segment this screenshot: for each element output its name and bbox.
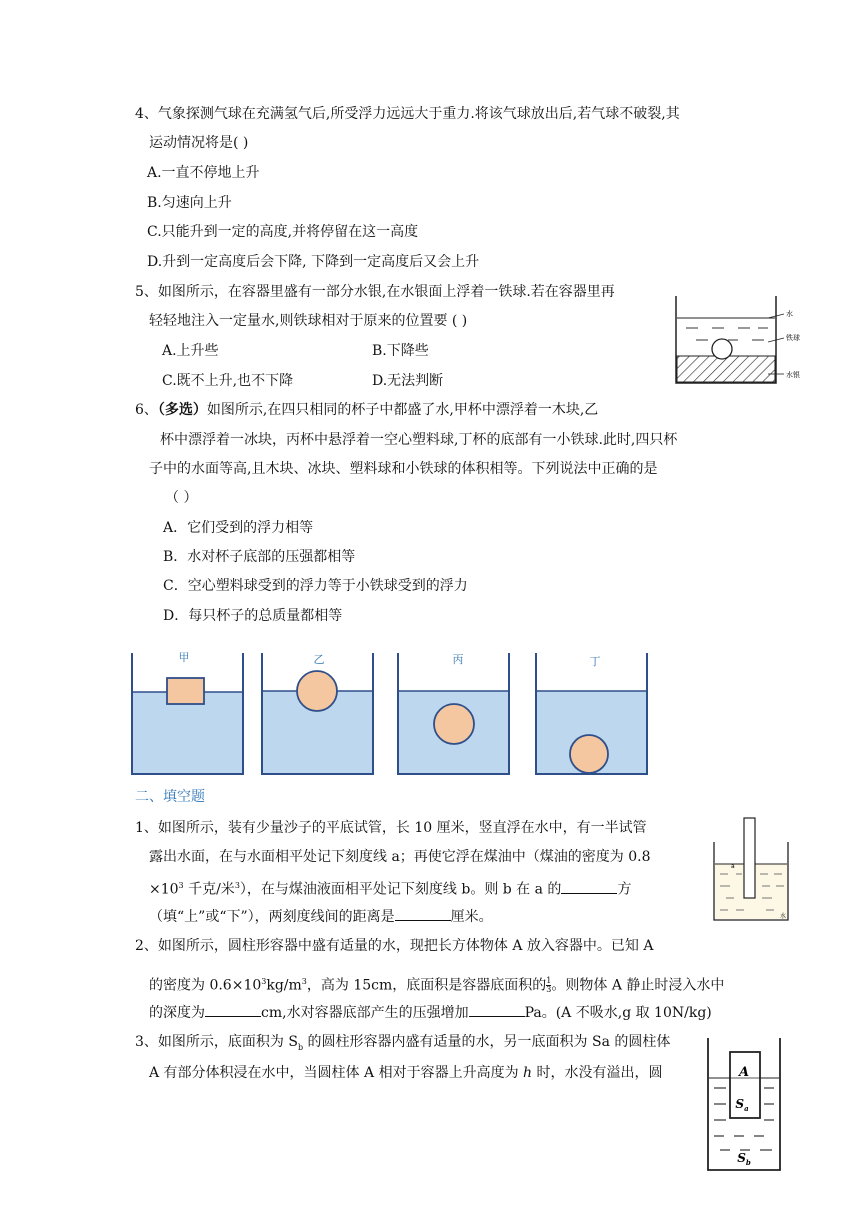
f1-line4: （填“上”或“下”），两刻度线间的距离是 厘米。 (149, 906, 493, 927)
f1-test-tube (744, 818, 755, 898)
f3-figure (700, 1034, 790, 1176)
wood-block (167, 678, 204, 704)
cup-yi-label: 乙 (313, 653, 325, 666)
cup-ding-label: 丁 (589, 655, 601, 668)
f3-line2: A 有部分体积浸在水中，当圆柱体 A 相对于容器上升高度为 h 时，水没有溢出，圆 (149, 1065, 663, 1081)
q6-option-c: C．空心塑料球受到的浮力等于小铁球受到的浮力 (163, 578, 468, 594)
f2-line1: 2、如图所示，圆柱形容器中盛有适量的水，现把长方体物体 A 放入容器中。已知 A (135, 938, 654, 954)
q5-label-mercury: 水银 (786, 371, 800, 379)
q4-option-b: B.匀速向上升 (147, 195, 232, 211)
iron-ball (570, 735, 608, 773)
q4-option-a: A.一直不停地上升 (147, 165, 260, 181)
q5-option-d: D.无法判断 (372, 373, 444, 389)
q6-multi-tag: （多选） (157, 402, 207, 418)
q5-option-a: A.上升些 (162, 343, 219, 359)
f1-line3: $\times 10^3$ 千克/米$^3$），在与煤油液面相平处记下刻度线 b。则 b 在 a 的 方 (149, 876, 631, 900)
q5-option-c: C.既不上升,也不下降 (162, 373, 294, 389)
q6-line1 (135, 400, 598, 420)
f2-blank-2[interactable] (469, 1002, 525, 1017)
q6-option-d: D．每只杯子的总质量都相等 (163, 608, 343, 624)
q6-number: 6、 (135, 402, 158, 418)
q6-line3: 子中的水面等高,且木块、冰块、塑料球和小铁球的体积相等。下列说法中正确的是 (149, 461, 658, 477)
q4-option-c: C.只能升到一定的高度,并将停留在这一高度 (147, 224, 419, 240)
q5-mercury (677, 356, 775, 382)
q5-iron-ball (712, 339, 732, 359)
cup-jia-label: 甲 (178, 651, 190, 664)
ice-block (297, 671, 337, 711)
q5-label-ball: 铁球 (786, 334, 800, 342)
f1-line2: 露出水面，在与水面相平处记下刻度线 a；再使它浮在煤油中（煤油的密度为 0.8 (149, 849, 651, 865)
f3-line1: 3、如图所示，底面积为 $S_b$ 的圆柱形容器内盛有适量的水，另一底面积为 Sa 的圆柱体 (135, 1034, 671, 1052)
q5-option-b: B.下降些 (372, 343, 429, 359)
plastic-ball (434, 704, 474, 744)
f2-blank-1[interactable] (205, 1002, 261, 1017)
f3-label-sa: $S_a$ (735, 1097, 749, 1113)
f1-figure (706, 812, 794, 932)
q6-option-b: B．水对杯子底部的压强都相等 (163, 549, 356, 565)
q5-line2: 轻轻地注入一定量水,则铁球相对于原来的位置要 ( ) (149, 313, 468, 329)
q6-line2: 杯中漂浮着一冰块，丙杯中悬浮着一空心塑料球,丁杯的底部有一小铁球.此时,四只杯 (160, 432, 678, 448)
q6-option-a: A．它们受到的浮力相等 (163, 520, 314, 536)
f1-label-water: 水 (780, 913, 787, 920)
f1-blank-2[interactable] (395, 906, 451, 921)
fraction-one-third: $\frac{1}{3}$ (546, 976, 552, 995)
q4-line1: 4、气象探测气球在充满氢气后,所受浮力远远大于重力.将该气球放出后,若气球不破裂,其 (135, 106, 680, 122)
q6-line1-text: 如图所示,在四只相同的杯子中都盛了水,甲杯中漂浮着一木块,乙 (206, 402, 599, 418)
f1-label-a: a (731, 863, 735, 870)
q4-line2: 运动情况将是( ) (149, 135, 249, 151)
f1-line1: 1、如图所示，装有少量沙子的平底试管，长 10 厘米，竖直浮在水中，有一半试管 (135, 820, 647, 836)
f2-line3: 的深度为 cm,水对容器底部产生的压强增加 Pa。(A 不吸水,g 取 10N/kg) (149, 1002, 712, 1023)
f2-line2: 的密度为 $0.6\times 10^3kg/m^3$，高为 15cm，底面积是容器底面积的 $\frac{1}{3}$ 。则物体 A 静止时浸入水中 (149, 976, 725, 995)
f3-label-sb: $S_b$ (737, 1151, 751, 1167)
q6-line4: （ ） (165, 490, 198, 506)
q5-figure (668, 288, 818, 388)
q5-label-water: 水 (786, 310, 793, 318)
q5-line1: 5、如图所示，在容器里盛有一部分水银,在水银面上浮着一铁球.若在容器里再 (135, 284, 615, 300)
f1-blank-1[interactable] (561, 879, 617, 894)
q6-cups-figure (125, 645, 660, 780)
cup-bing-label: 丙 (452, 653, 464, 666)
q4-option-d: D.升到一定高度后会下降, 下降到一定高度后又会上升 (147, 254, 480, 270)
f3-label-a: A (738, 1065, 750, 1080)
section-title: 二、填空题 (135, 789, 205, 805)
